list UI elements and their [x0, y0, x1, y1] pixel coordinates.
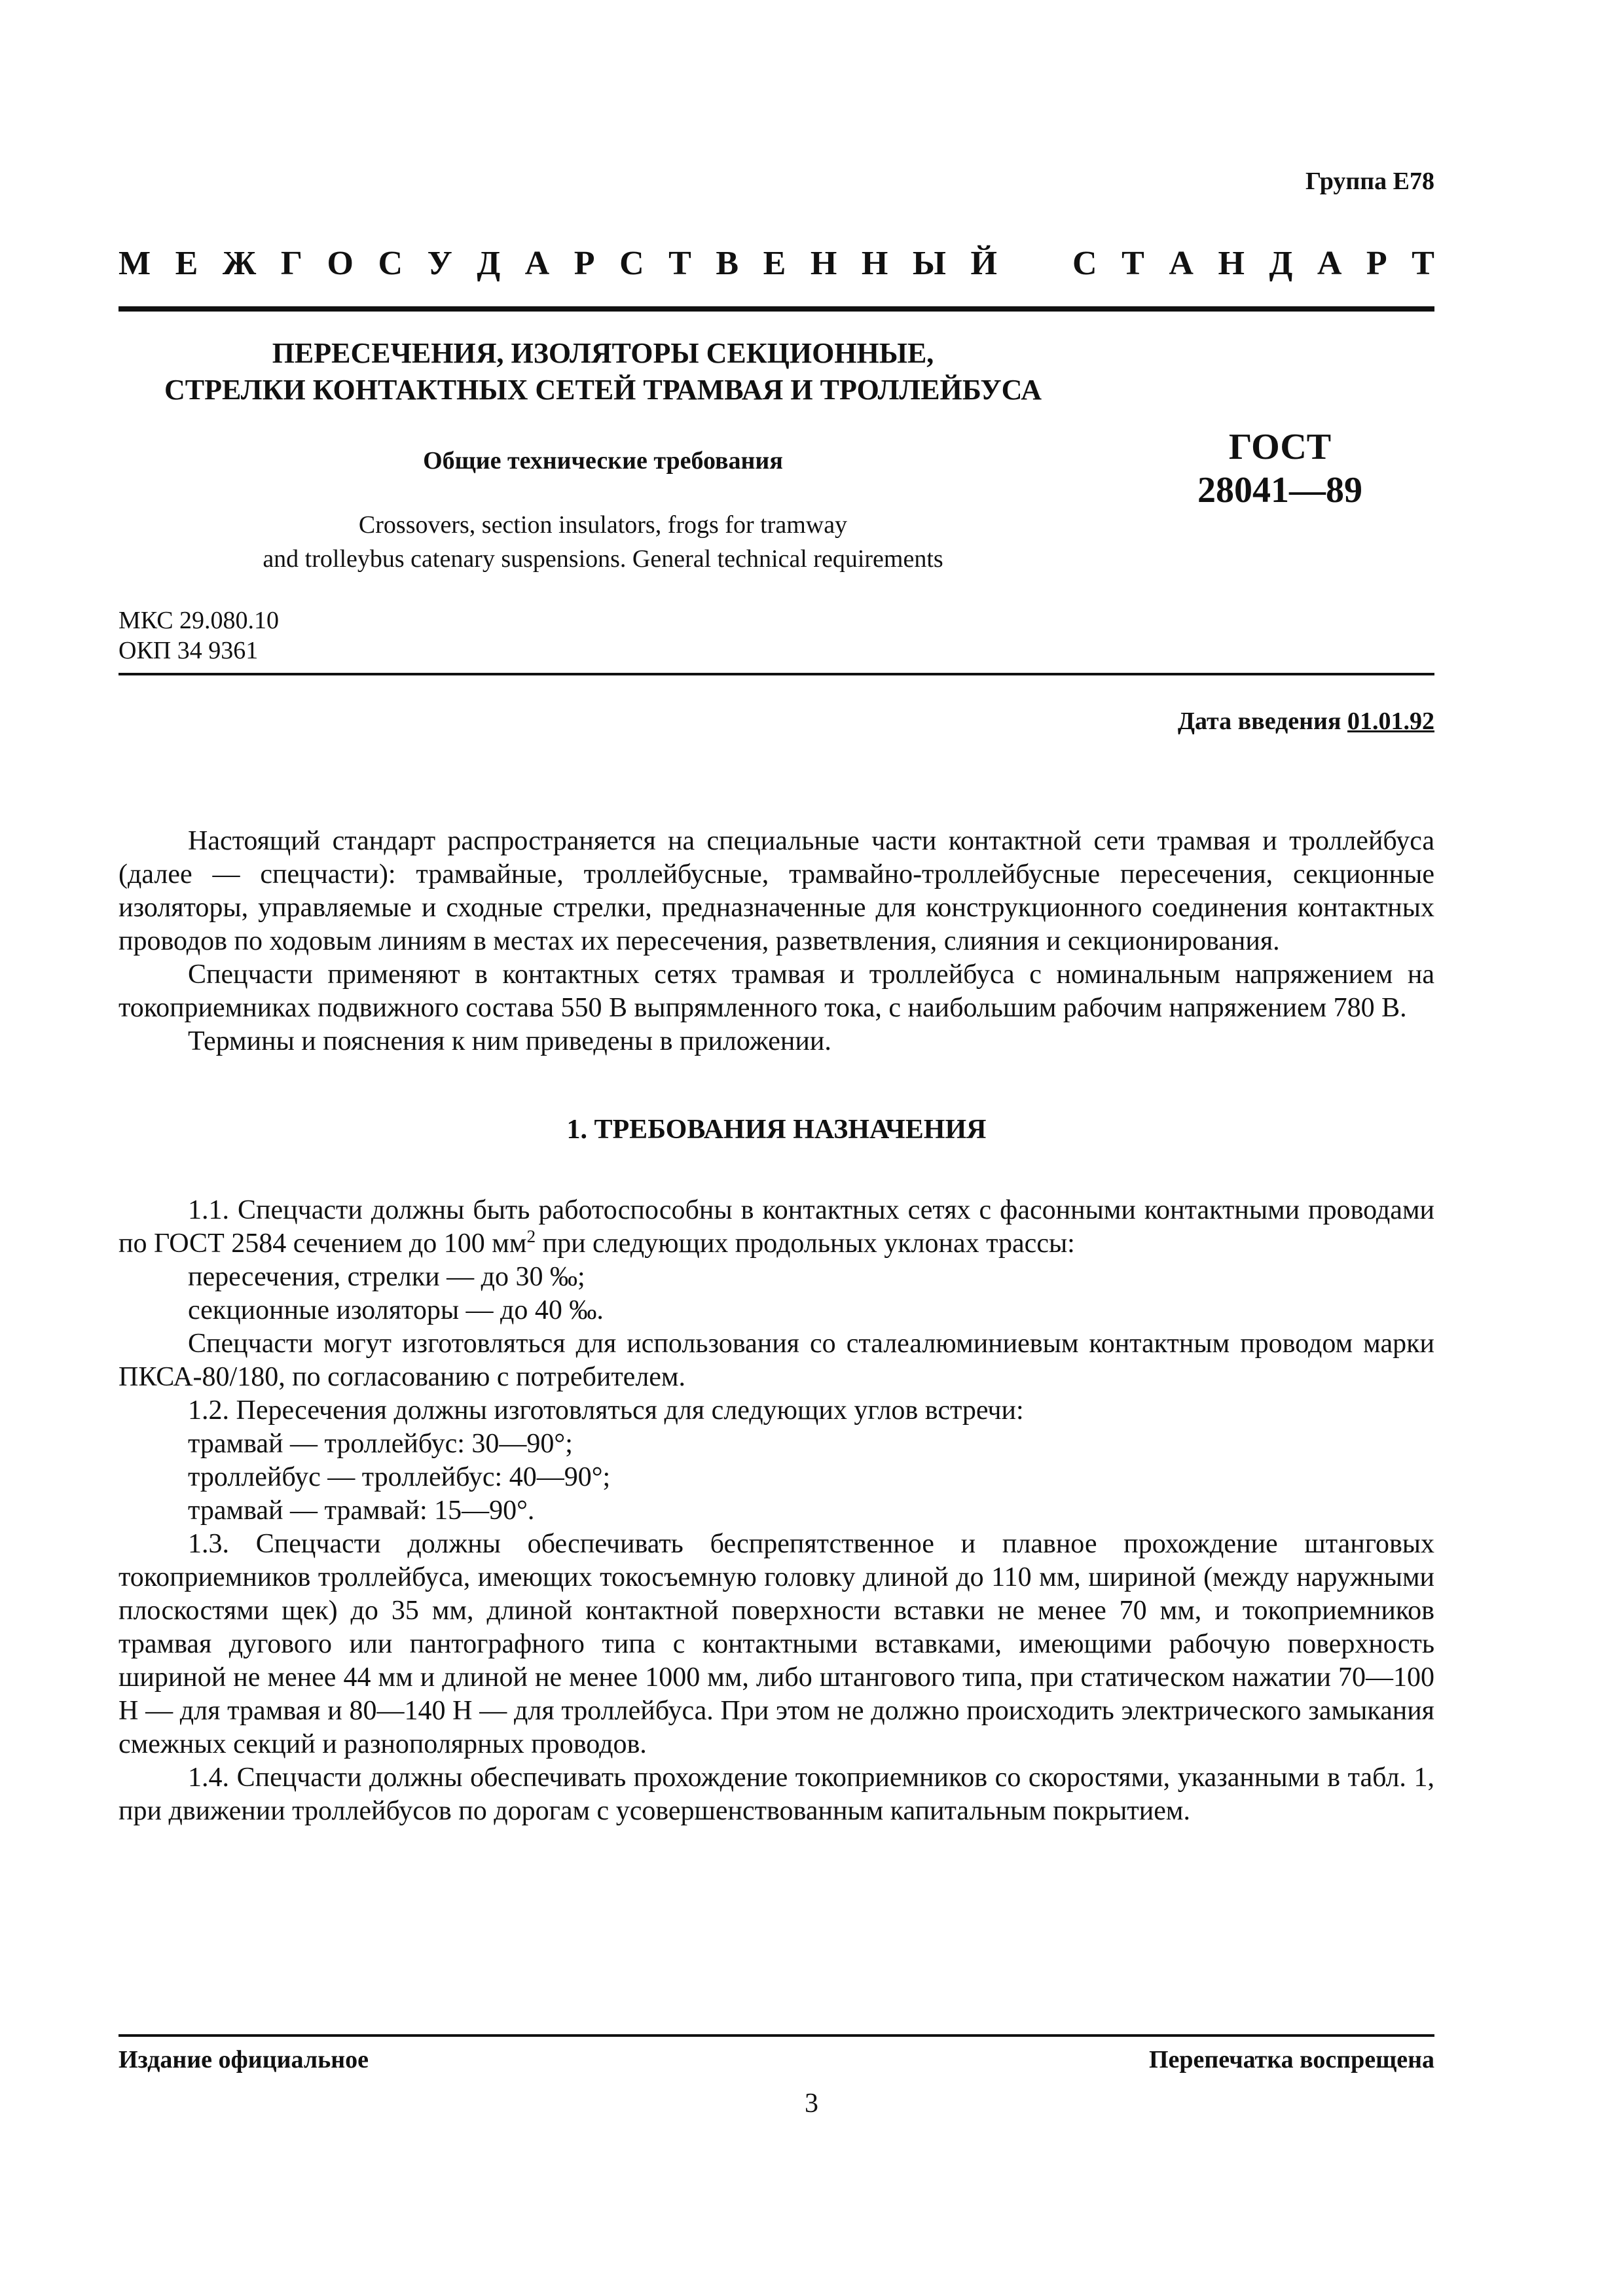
banner-letter: У — [427, 244, 452, 282]
title-line-1: ПЕРЕСЕЧЕНИЯ, ИЗОЛЯТОРЫ СЕКЦИОННЫЕ, — [272, 337, 934, 369]
paragraph-terms: Термины и пояснения к ним приведены в приложении. — [188, 1026, 831, 1056]
title-line-2: СТРЕЛКИ КОНТАКТНЫХ СЕТЕЙ ТРАМВАЯ И ТРОЛЛЕЙБУСА — [164, 374, 1042, 406]
paragraph-1-2: 1.2. Пересечения должны изготовляться для следующих углов встречи: — [188, 1395, 1024, 1426]
paragraph-scope: Настоящий стандарт распространяется на специальные части контактной сети трамвая и троллейбуса (далее — спецчасти): трамвайные, троллейбусные, трамвайно-троллейбусные пересечения, секционные изоляторы, управляемые и сходные стрелки, предназначенные для конструкционного соединения контактных проводов по ходовым линиям в местах их пересечения, разветвления, слияния и секционирования. — [119, 826, 1434, 956]
banner-letter: Н — [810, 244, 837, 282]
paragraph-1-1-item-2: секционные изоляторы — до 40 ‰. — [188, 1295, 604, 1325]
date-value: 01.01.92 — [1347, 708, 1434, 735]
paragraph-1-1-item-1: пересечения, стрелки — до 30 ‰; — [188, 1262, 585, 1292]
banner-letter: Ы — [912, 244, 946, 282]
paragraph-1-1-text-end: при следующих продольных уклонах трассы: — [536, 1229, 1075, 1259]
gost-number — [1126, 425, 1434, 512]
banner-letter: А — [1317, 244, 1342, 282]
superscript-2: 2 — [526, 1227, 536, 1246]
english-title-line-1: Crossovers, section insulators, frogs for tramway — [358, 511, 848, 539]
paragraph-1-2-item-1: трамвай — троллейбус: 30—90°; — [188, 1429, 573, 1459]
paragraph-1-2-item-3: трамвай — трамвай: 15—90°. — [188, 1496, 535, 1526]
banner-letter: Д — [1269, 244, 1293, 282]
banner-letter: Е — [175, 244, 198, 282]
banner-letter: Р — [574, 244, 595, 282]
banner-letter: Д — [477, 244, 501, 282]
paragraph-1-1 — [119, 1194, 1434, 1261]
banner-letter: Й — [970, 244, 997, 282]
banner-letter: Т — [668, 244, 691, 282]
paragraph-1-1-note: Спецчасти могут изготовляться для использования со сталеалюминиевым контактным проводом марки ПКСА-80/180, по согласованию с потребителем. — [119, 1329, 1434, 1392]
banner-letter: Т — [1412, 244, 1434, 282]
banner-letter: О — [327, 244, 354, 282]
paragraph-1-1-text: 1.1. Спецчасти должны быть работоспособны в контактных сетях с фасонными контактными проводами по ГОСТ 2584 сечением до 100 мм — [119, 1195, 1434, 1259]
banner-letter: Г — [280, 244, 302, 282]
bottom-rule — [119, 2034, 1434, 2037]
date-label: Дата введения — [1177, 708, 1347, 735]
paragraph-voltage: Спецчасти применяют в контактных сетях трамвая и троллейбуса с номинальным напряжением на токоприемниках подвижного состава 550 В выпрямленного тока, с наибольшим рабочим напряжением 780 В. — [119, 960, 1434, 1023]
top-rule — [119, 306, 1434, 312]
document-title — [119, 335, 1087, 408]
group-label: Группа Е78 — [1305, 168, 1434, 195]
paragraph-1-4: 1.4. Спецчасти должны обеспечивать прохождение токоприемников со скоростями, указанными в табл. 1, при движении троллейбусов по дорогам с усовершенствованным капитальным покрытием. — [119, 1763, 1434, 1826]
banner-letter: Т — [1122, 244, 1144, 282]
banner-letter: А — [524, 244, 550, 282]
official-edition-label: Издание официальное — [119, 2046, 369, 2073]
effective-date — [1178, 707, 1434, 736]
gost-code: 28041—89 — [1197, 470, 1362, 511]
okp-code: ОКП 34 9361 — [119, 637, 259, 664]
banner-letter: Ж — [222, 244, 257, 282]
banner-letter: А — [1169, 244, 1194, 282]
reprint-prohibited-label: Перепечатка воспрещена — [1148, 2046, 1434, 2073]
document-body — [119, 825, 1434, 1828]
middle-rule — [119, 673, 1434, 675]
banner-letter: Н — [861, 244, 888, 282]
section-heading-1: 1. ТРЕБОВАНИЯ НАЗНАЧЕНИЯ — [566, 1115, 987, 1145]
english-title-line-2: and trolleybus catenary suspensions. General technical requirements — [263, 545, 943, 573]
banner-letter: С — [619, 244, 644, 282]
banner-letter: Н — [1218, 244, 1245, 282]
banner-letter: С — [1072, 244, 1097, 282]
interstate-standard-banner — [119, 243, 1434, 283]
paragraph-1-3: 1.3. Спецчасти должны обеспечивать беспрепятственное и плавное прохождение штанговых токоприемников троллейбуса, имеющих токосъемную головку длиной до 110 мм, шириной (между наружными плоскостями щек) до 35 мм, длиной контактной поверхности вставки не менее 70 мм, и токоприемников трамвая дугового или пантографного типа с контактными вставками, имеющими рабочую поверхность шириной не менее 44 мм и длиной не менее 1000 мм, либо штангового типа, при статическом нажатии 70—100 Н — для трамвая и 80—140 Н — для троллейбуса. При этом не должно происходить электрического замыкания смежных секций и разнополярных проводов. — [119, 1529, 1434, 1759]
banner-letter: Р — [1366, 244, 1387, 282]
banner-letter: С — [378, 244, 403, 282]
english-title — [119, 508, 1087, 576]
gost-label: ГОСТ — [1228, 427, 1332, 467]
banner-letter: В — [716, 244, 739, 282]
page-number: 3 — [805, 2089, 818, 2119]
classification-codes — [119, 605, 279, 666]
document-subtitle: Общие технические требования — [423, 447, 783, 475]
banner-letter: Е — [763, 244, 786, 282]
banner-letter: М — [119, 244, 151, 282]
mks-code: МКС 29.080.10 — [119, 607, 280, 634]
paragraph-1-2-item-2: троллейбус — троллейбус: 40—90°; — [188, 1462, 611, 1492]
